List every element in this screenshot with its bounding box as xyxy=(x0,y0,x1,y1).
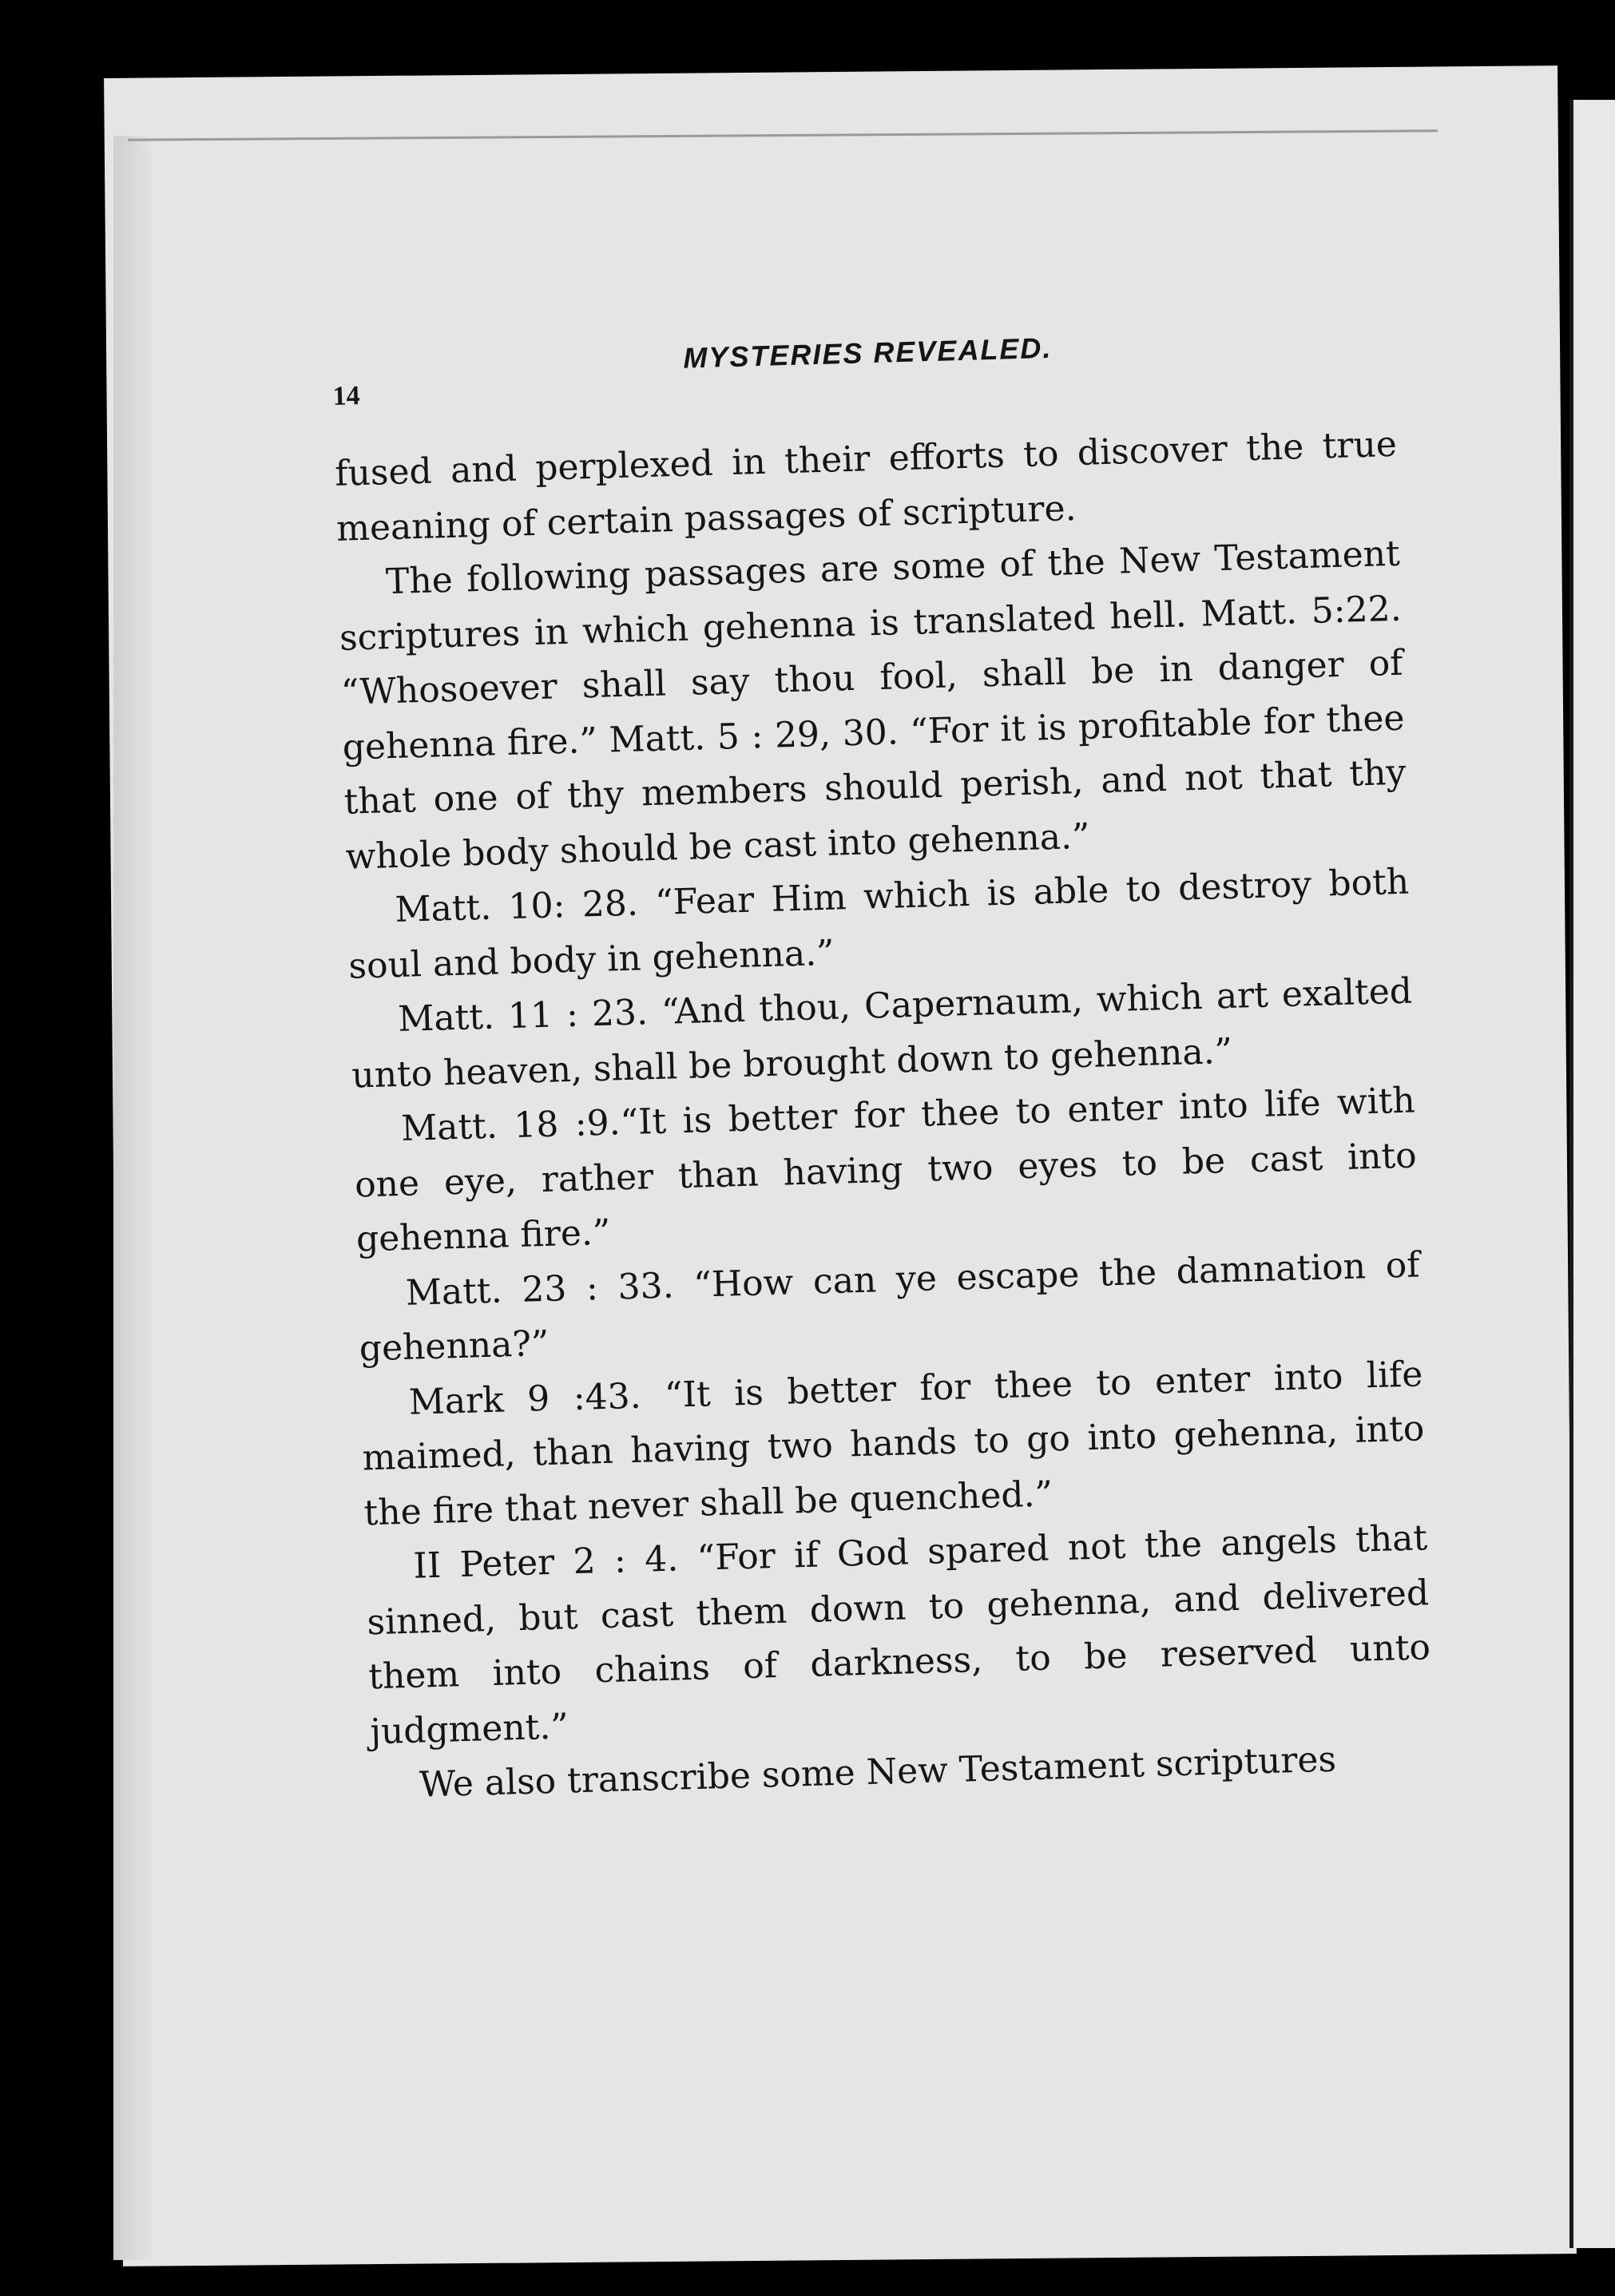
paragraph: Matt. 23 : 33. “How can ye escape the damnation of gehenna?” xyxy=(359,1243,1421,1370)
page-fold-shadow xyxy=(113,136,152,2260)
paragraph: Matt. 18 :9.“It is better for thee to enter into life with one eye, rather than having two eyes to be cast into gehenna fire.” xyxy=(354,1080,1418,1260)
paragraph-continuation: fused and perplexed in their efforts to discover the true meaning of certain passages of scripture. xyxy=(334,423,1398,549)
paragraph: Matt. 10: 28. “Fear Him which is able to destroy both soul and body in gehenna.” xyxy=(347,861,1410,987)
paragraph: The following passages are some of the New Testament scriptures in which gehenna is translated hell. Matt. 5:22. “Whosoever shall say thou fool, shall be in danger of gehenna fire.” Matt. 5 : 29, 30. “For it is profitable for thee that one of thy members should perish, and not that thy whole body should be cast into gehenna.” xyxy=(339,533,1407,878)
body-text xyxy=(334,418,1434,1814)
paragraph: II Peter 2 : 4. “For if God spared not the angels that sinned, but cast them down to gehenna, and delivered them into chains of darkness, to be reserved unto judgment.” xyxy=(366,1517,1431,1752)
page-number: 14 xyxy=(332,381,361,411)
paragraph: We also transcribe some New Testament scriptures xyxy=(419,1739,1337,1806)
page-content xyxy=(331,322,1434,1814)
paragraph: Matt. 11 : 23. “And thou, Capernaum, which art exalted unto heaven, shall be brought down to gehenna.” xyxy=(351,970,1413,1096)
running-title: MYSTERIES REVEALED. xyxy=(682,331,1053,375)
paragraph: Mark 9 :43. “It is better for thee to enter into life maimed, than having two hands to go into gehenna, into the fire that never shall be quenched.” xyxy=(362,1353,1425,1533)
next-page-edge xyxy=(1569,100,1615,2248)
